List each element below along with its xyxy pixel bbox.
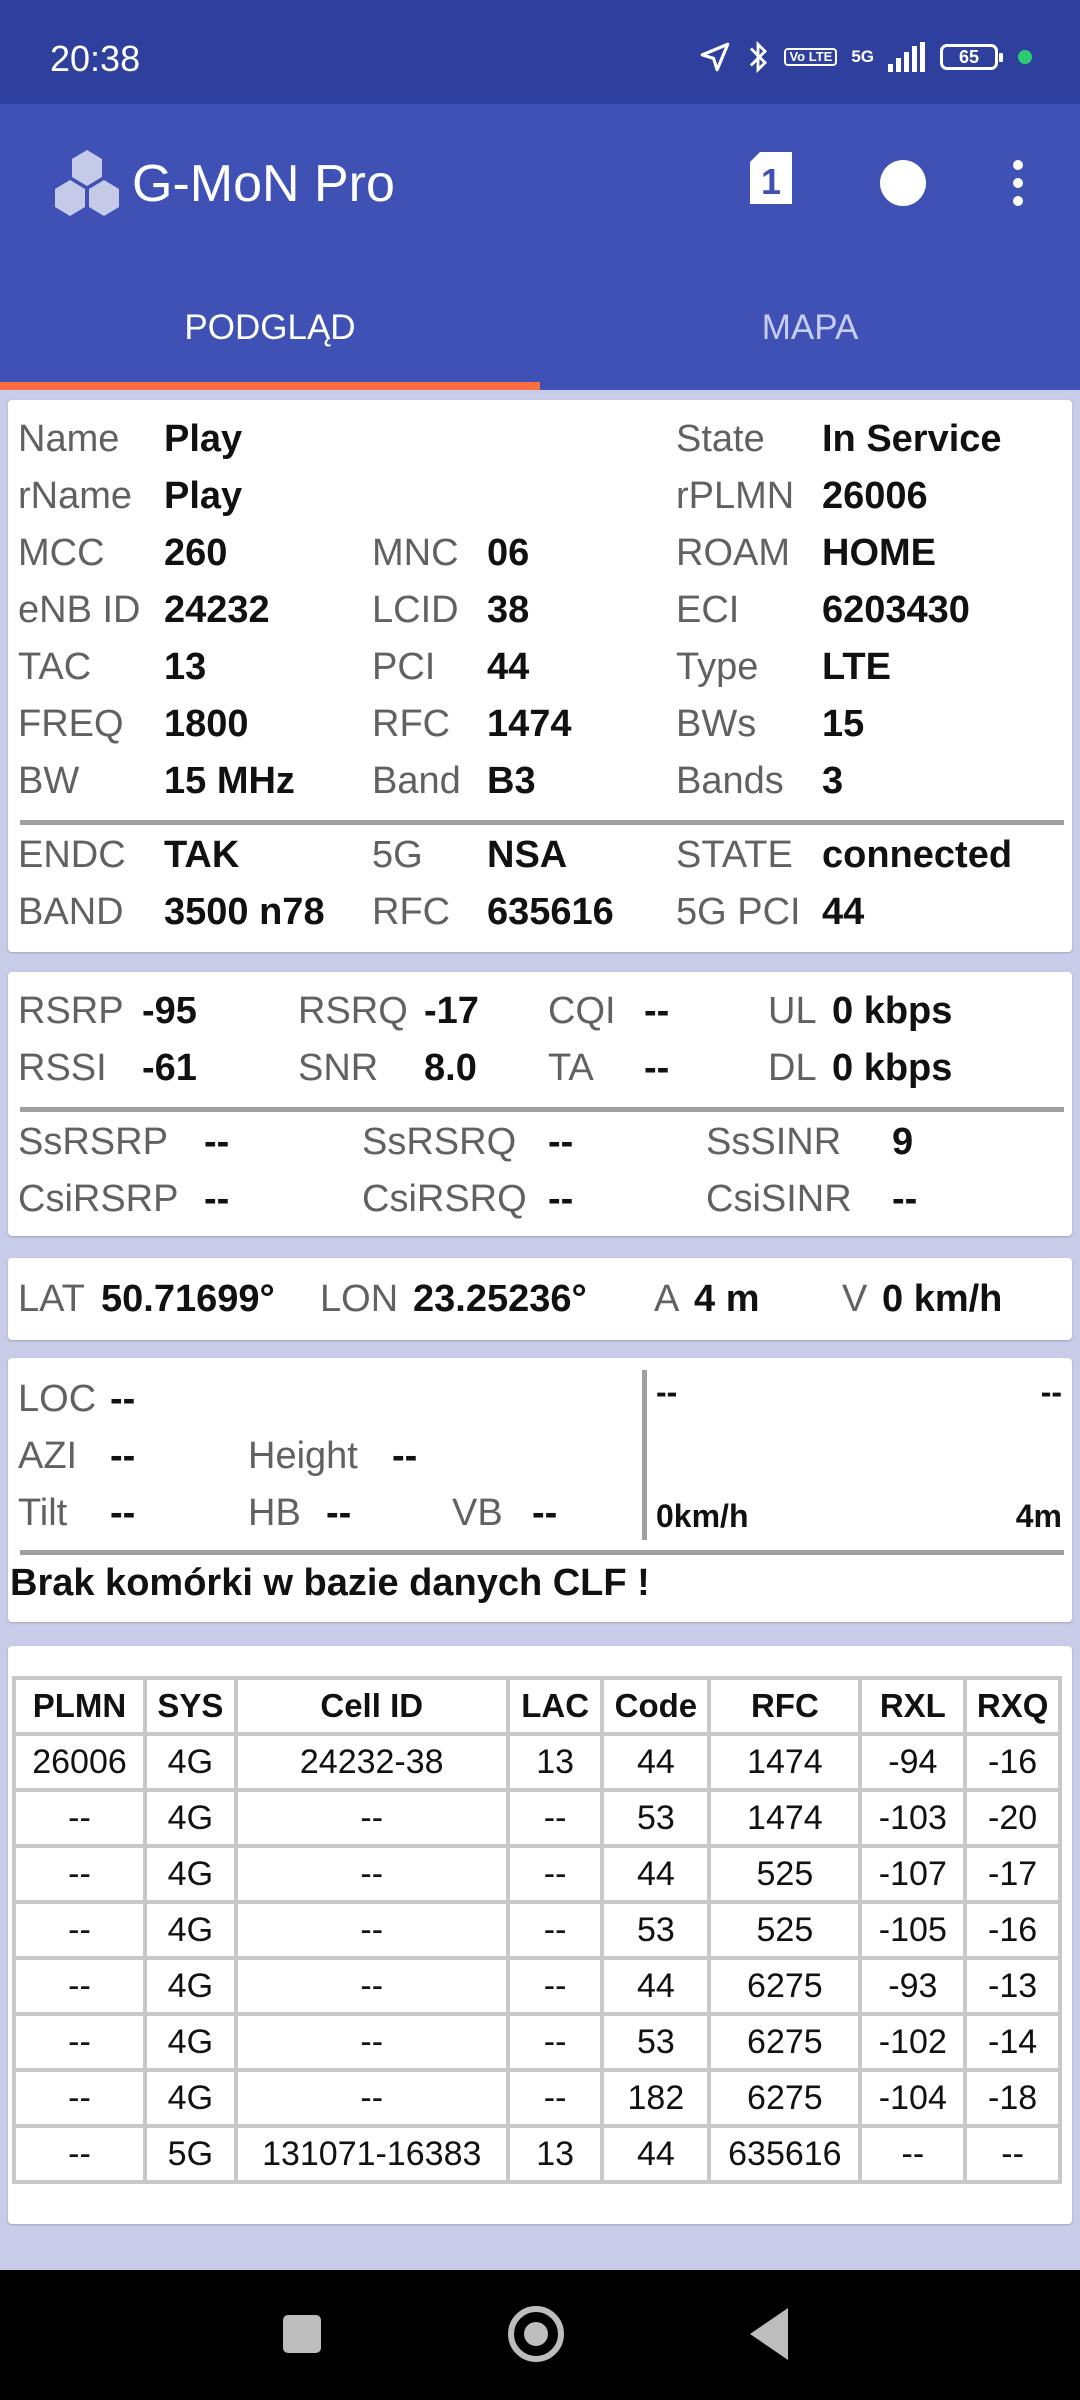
table-cell: 44 <box>602 1958 709 2014</box>
speed-value: 0 km/h <box>882 1278 1003 1320</box>
table-cell: -- <box>14 2014 145 2070</box>
table-cell: -14 <box>965 2014 1060 2070</box>
table-cell: -20 <box>965 1790 1060 1846</box>
status-bar <box>0 0 1080 104</box>
endc-value: TAK <box>164 834 240 876</box>
table-cell: -- <box>14 1790 145 1846</box>
table-cell: -- <box>236 1846 508 1902</box>
rssi-value: -61 <box>142 1047 197 1089</box>
table-cell: -- <box>14 2070 145 2126</box>
type-label: Type <box>676 646 759 688</box>
bands-value: 3 <box>822 760 844 802</box>
distance-left-value: -- <box>656 1374 678 1410</box>
status-time: 20:38 <box>50 38 141 79</box>
table-cell: 4G <box>145 1846 236 1902</box>
table-row <box>14 2126 1060 2182</box>
rsrq-label: RSRQ <box>298 990 408 1032</box>
back-button[interactable] <box>750 2308 788 2360</box>
tab-indicator <box>0 382 540 390</box>
rfc-label: RFC <box>372 703 451 745</box>
ssrsrp-value: -- <box>204 1121 230 1163</box>
table-body <box>14 1734 1060 2182</box>
5g-pci-value: 44 <box>822 891 865 933</box>
ul-label: UL <box>768 990 817 1032</box>
csirsrp-label: CsiRSRP <box>18 1178 179 1220</box>
table-cell: -- <box>14 2126 145 2182</box>
table-cell: 53 <box>602 2014 709 2070</box>
azi-value: -- <box>110 1435 136 1477</box>
table-cell: -- <box>236 2070 508 2126</box>
table-cell: 6275 <box>709 2070 860 2126</box>
table-cell: 182 <box>602 2070 709 2126</box>
ta-value: -- <box>644 1047 670 1089</box>
table-row <box>14 1734 1060 1790</box>
table-cell: 5G <box>145 2126 236 2182</box>
freq-label: FREQ <box>18 703 124 745</box>
csisinr-label: CsiSINR <box>706 1178 852 1220</box>
dl-label: DL <box>768 1047 817 1089</box>
dl-value: 0 kbps <box>832 1047 953 1089</box>
height-value: -- <box>392 1435 418 1477</box>
nr-band-label: BAND <box>18 891 124 933</box>
table-cell: -- <box>965 2126 1060 2182</box>
sim-slot-label: 1 <box>760 161 782 202</box>
volte-icon: Vo LTE <box>784 48 837 66</box>
bands-label: Bands <box>676 760 784 802</box>
table-cell: -17 <box>965 1846 1060 1902</box>
tac-value: 13 <box>164 646 207 688</box>
ssrsrp-label: SsRSRP <box>18 1121 168 1163</box>
table-cell: -16 <box>965 1902 1060 1958</box>
table-cell: 24232-38 <box>236 1734 508 1790</box>
vb-value: -- <box>532 1492 558 1534</box>
table-cell: -- <box>14 1958 145 2014</box>
table-cell: -- <box>236 1902 508 1958</box>
column-header: PLMN <box>14 1678 145 1734</box>
table-cell: 4G <box>145 1734 236 1790</box>
table-cell: -- <box>236 1790 508 1846</box>
signal-card <box>8 972 1072 1236</box>
connection-state-value: connected <box>822 834 1013 876</box>
roam-label: ROAM <box>676 532 790 574</box>
more-options-icon[interactable] <box>1006 154 1030 214</box>
hb-value: -- <box>326 1492 352 1534</box>
home-button[interactable] <box>508 2306 564 2362</box>
ul-value: 0 kbps <box>832 990 953 1032</box>
name-label: Name <box>18 418 120 460</box>
nr-band-value: 3500 n78 <box>164 891 325 933</box>
table-cell: -- <box>508 2014 603 2070</box>
snr-value: 8.0 <box>424 1047 477 1089</box>
table-cell: 6275 <box>709 1958 860 2014</box>
table-row <box>14 1846 1060 1902</box>
snr-label: SNR <box>298 1047 379 1089</box>
tilt-value: -- <box>110 1492 136 1534</box>
column-header: Cell ID <box>236 1678 508 1734</box>
sim-card-icon[interactable] <box>746 150 796 211</box>
distance-right-value: -- <box>1040 1374 1062 1410</box>
app-title: G-MoN Pro <box>132 155 395 213</box>
hb-label: HB <box>248 1492 301 1534</box>
mcc-label: MCC <box>18 532 105 574</box>
height-label: Height <box>248 1435 358 1477</box>
bluetooth-icon <box>746 40 770 74</box>
rsrp-label: RSRP <box>18 990 124 1032</box>
rplmn-label: rPLMN <box>676 475 795 517</box>
section-divider <box>20 1107 1064 1112</box>
app-bar <box>0 104 1080 390</box>
table-cell: 53 <box>602 1902 709 1958</box>
pci-value: 44 <box>487 646 530 688</box>
band-label: Band <box>372 760 461 802</box>
rname-label: rName <box>18 475 133 517</box>
rname-value: Play <box>164 475 243 517</box>
table-cell: -94 <box>860 1734 965 1790</box>
column-header: LAC <box>508 1678 603 1734</box>
accuracy-label: A <box>654 1278 680 1320</box>
table-cell: 1474 <box>709 1734 860 1790</box>
clf-warning-message: Brak komórki w bazie danych CLF ! <box>10 1562 650 1604</box>
rfc-value: 1474 <box>487 703 572 745</box>
battery-icon <box>940 44 998 70</box>
table-cell: 4G <box>145 1958 236 2014</box>
table-cell: 26006 <box>14 1734 145 1790</box>
bw-label: BW <box>18 760 80 802</box>
table-cell: -- <box>508 1846 603 1902</box>
table-cell: -- <box>508 1902 603 1958</box>
neighbor-cells-table <box>12 1676 1062 2184</box>
table-cell: -- <box>508 1958 603 2014</box>
battery-level: 65 <box>958 46 980 67</box>
recents-button[interactable] <box>283 2315 321 2353</box>
ssrsrq-value: -- <box>548 1121 574 1163</box>
connection-state-label: STATE <box>676 834 793 876</box>
table-cell: 13 <box>508 2126 603 2182</box>
column-header: Code <box>602 1678 709 1734</box>
lcid-label: LCID <box>372 589 459 631</box>
speed-label: V <box>842 1278 868 1320</box>
table-cell: 13 <box>508 1734 603 1790</box>
enb-label: eNB ID <box>18 589 141 631</box>
rsrp-value: -95 <box>142 990 197 1032</box>
tab-podglad[interactable]: PODGLĄD <box>184 308 356 347</box>
mnc-label: MNC <box>372 532 459 574</box>
column-header: SYS <box>145 1678 236 1734</box>
table-header-row <box>14 1678 1060 1734</box>
table-cell: -- <box>860 2126 965 2182</box>
eci-value: 6203430 <box>822 589 970 631</box>
table-cell: 4G <box>145 1790 236 1846</box>
tac-label: TAC <box>18 646 92 688</box>
table-cell: 4G <box>145 2014 236 2070</box>
table-cell: -- <box>236 1958 508 2014</box>
sssinr-value: 9 <box>892 1121 914 1163</box>
csirsrp-value: -- <box>204 1178 230 1220</box>
csirsrq-label: CsiRSRQ <box>362 1178 527 1220</box>
table-cell: 53 <box>602 1790 709 1846</box>
table-cell: -- <box>508 1790 603 1846</box>
cqi-value: -- <box>644 990 670 1032</box>
roam-value: HOME <box>822 532 936 574</box>
bws-value: 15 <box>822 703 865 745</box>
name-value: Play <box>164 418 243 460</box>
vertical-divider <box>642 1370 647 1540</box>
column-header: RXL <box>860 1678 965 1734</box>
cqi-label: CQI <box>548 990 616 1032</box>
rssi-label: RSSI <box>18 1047 107 1089</box>
cell-info-card <box>8 400 1072 952</box>
table-cell: -- <box>14 1902 145 1958</box>
ssrsrq-label: SsRSRQ <box>362 1121 517 1163</box>
lat-label: LAT <box>18 1278 85 1320</box>
tilt-label: Tilt <box>18 1492 68 1534</box>
csisinr-value: -- <box>892 1178 918 1220</box>
table-cell: 525 <box>709 1846 860 1902</box>
table-cell: -- <box>14 1846 145 1902</box>
eci-label: ECI <box>676 589 740 631</box>
nr-rfc-value: 635616 <box>487 891 614 933</box>
state-value: In Service <box>822 418 1002 460</box>
table-cell: 4G <box>145 2070 236 2126</box>
type-value: LTE <box>822 646 891 688</box>
table-row <box>14 1790 1060 1846</box>
table-cell: 44 <box>602 1846 709 1902</box>
table-cell: -107 <box>860 1846 965 1902</box>
table-cell: 635616 <box>709 2126 860 2182</box>
enb-value: 24232 <box>164 589 270 631</box>
column-header: RFC <box>709 1678 860 1734</box>
5g-label: 5G <box>372 834 423 876</box>
table-row <box>14 2014 1060 2070</box>
table-row <box>14 1958 1060 2014</box>
bw-value: 15 MHz <box>164 760 295 802</box>
table-cell: -105 <box>860 1902 965 1958</box>
section-divider <box>20 820 1064 825</box>
ta-label: TA <box>548 1047 594 1089</box>
table-cell: -93 <box>860 1958 965 2014</box>
table-row <box>14 2070 1060 2126</box>
table-cell: 6275 <box>709 2014 860 2070</box>
azi-label: AZI <box>18 1435 78 1477</box>
table-cell: -103 <box>860 1790 965 1846</box>
table-cell: -13 <box>965 1958 1060 2014</box>
gps-card <box>8 1258 1072 1340</box>
pci-label: PCI <box>372 646 436 688</box>
freq-value: 1800 <box>164 703 249 745</box>
5g-icon: 5G <box>851 47 874 66</box>
status-icons <box>698 40 1032 74</box>
bws-label: BWs <box>676 703 757 745</box>
tab-mapa[interactable]: MAPA <box>761 308 859 347</box>
state-label: State <box>676 418 765 460</box>
lat-value: 50.71699° <box>101 1278 275 1320</box>
loc-label: LOC <box>18 1378 97 1420</box>
mnc-value: 06 <box>487 532 530 574</box>
table-cell: 1474 <box>709 1790 860 1846</box>
5g-pci-label: 5G PCI <box>676 891 801 933</box>
privacy-dot-icon <box>1018 50 1032 64</box>
band-value: B3 <box>487 760 536 802</box>
sssinr-label: SsSINR <box>706 1121 842 1163</box>
location-arrow-icon <box>698 40 732 74</box>
table-cell: 131071-16383 <box>236 2126 508 2182</box>
vb-label: VB <box>452 1492 503 1534</box>
column-header: RXQ <box>965 1678 1060 1734</box>
table-cell: 44 <box>602 1734 709 1790</box>
table-cell: 44 <box>602 2126 709 2182</box>
table-cell: -18 <box>965 2070 1060 2126</box>
rsrq-value: -17 <box>424 990 479 1032</box>
csirsrq-value: -- <box>548 1178 574 1220</box>
lon-value: 23.25236° <box>413 1278 587 1320</box>
accuracy-value: 4 m <box>694 1278 760 1320</box>
speed-readout: 0km/h <box>656 1498 749 1534</box>
table-cell: -104 <box>860 2070 965 2126</box>
endc-label: ENDC <box>18 834 126 876</box>
mcc-value: 260 <box>164 532 228 574</box>
table-row <box>14 1902 1060 1958</box>
5g-value: NSA <box>487 834 568 876</box>
record-button[interactable] <box>880 160 926 206</box>
rplmn-value: 26006 <box>822 475 928 517</box>
lcid-value: 38 <box>487 589 530 631</box>
table-cell: -- <box>508 2070 603 2126</box>
table-cell: -16 <box>965 1734 1060 1790</box>
nr-rfc-label: RFC <box>372 891 451 933</box>
table-cell: -102 <box>860 2014 965 2070</box>
section-divider <box>20 1550 1064 1555</box>
lon-label: LON <box>320 1278 399 1320</box>
table-cell: -- <box>236 2014 508 2070</box>
table-cell: 4G <box>145 1902 236 1958</box>
table-cell: 525 <box>709 1902 860 1958</box>
signal-icon <box>888 42 926 72</box>
loc-value: -- <box>110 1378 136 1420</box>
hexagon-logo-icon <box>52 148 122 223</box>
accuracy-readout: 4m <box>1015 1498 1062 1534</box>
